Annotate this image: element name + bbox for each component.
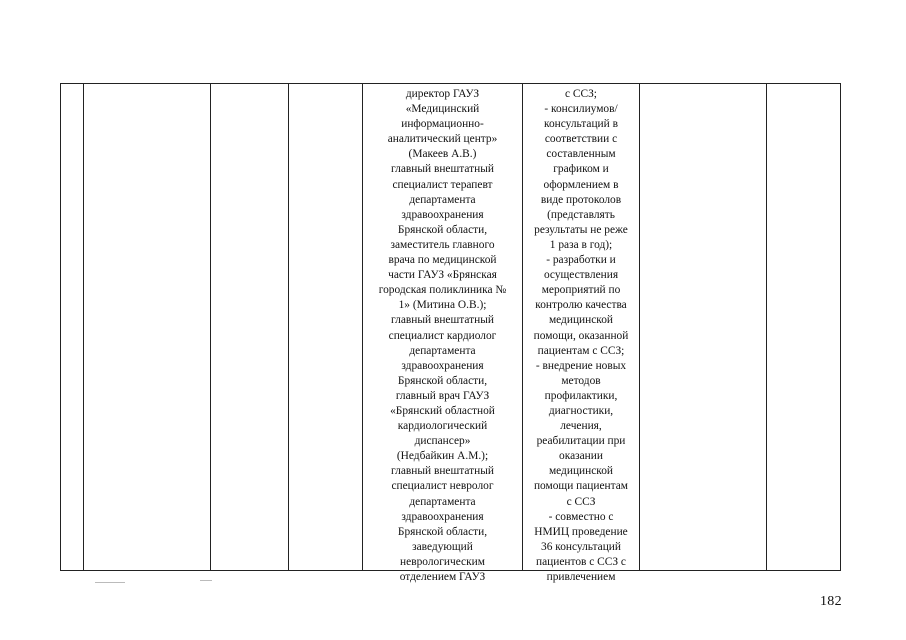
activities-cell (523, 87, 639, 585)
cell-line: медицинской (548, 465, 614, 478)
cell-line: составленным (546, 148, 616, 161)
cell-line: графиком и (553, 163, 609, 176)
cell-line: - совместно с (548, 510, 614, 523)
cell-line: привлечением (546, 571, 616, 583)
cell-line: 1» (Митина О.В.); (398, 299, 487, 312)
column-divider (83, 84, 84, 570)
responsible-persons-cell (363, 87, 522, 585)
cell-line: профилактики, (544, 389, 618, 402)
cell-line: виде протоколов (540, 193, 622, 206)
cell-line: - разработки и (546, 254, 616, 267)
column-divider (210, 84, 211, 570)
cell-line: мероприятий по (541, 284, 621, 297)
cell-line: НМИЦ проведение (534, 525, 628, 538)
cell-line: оформлением в (543, 178, 619, 191)
cell-line: главный внештатный (391, 163, 494, 176)
cell-line: части ГАУЗ «Брянская (388, 269, 497, 282)
cell-line: здравоохранения (401, 208, 484, 221)
cell-line: соответствии с (544, 133, 618, 146)
table (60, 83, 841, 583)
cell-line: главный внештатный (391, 465, 494, 478)
cell-line: городская поликлиника № (378, 284, 507, 297)
cell-line: заместитель главного (390, 238, 495, 251)
cell-line: Брянской области, (397, 223, 488, 236)
cell-line: 1 раза в год); (549, 238, 613, 251)
cell-line: 36 консультаций (541, 540, 621, 553)
cell-line: контролю качества (535, 299, 627, 312)
cell-line: главный врач ГАУЗ (395, 389, 490, 402)
cell-line: «Брянский областной (390, 404, 495, 417)
cell-line: здравоохранения (401, 510, 484, 523)
column-divider (639, 84, 640, 570)
cell-line: специалист невролог (391, 480, 494, 493)
scan-artifact (200, 580, 212, 581)
cell-line: департамента (409, 193, 476, 206)
cell-line: информационно- (401, 118, 484, 131)
cell-line: реабилитации при (536, 435, 626, 448)
cell-line: - внедрение новых (535, 359, 627, 372)
cell-line: специалист кардиолог (388, 329, 497, 342)
cell-line: помощи пациентам (533, 480, 629, 493)
cell-line: (Макеев А.В.) (408, 148, 477, 161)
cell-line: диагностики, (548, 404, 614, 417)
cell-line: методов (561, 374, 601, 387)
page-number: 182 (820, 594, 842, 609)
cell-line: директор ГАУЗ (405, 88, 480, 100)
cell-line: помощи, оказанной (533, 329, 629, 342)
column-divider (766, 84, 767, 570)
cell-line: врача по медицинской (388, 254, 497, 267)
cell-line: - консилиумов/ (544, 103, 618, 116)
cell-line: оказании (559, 450, 603, 463)
cell-line: (Недбайкин А.М.); (396, 450, 489, 463)
cell-line: аналитический центр» (387, 133, 498, 146)
cell-line: главный внештатный (391, 314, 494, 327)
cell-line: с ССЗ (566, 495, 596, 508)
cell-line: с ССЗ; (565, 88, 597, 100)
cell-line: «Медицинский (405, 103, 480, 116)
cell-line: Брянской области, (397, 525, 488, 538)
cell-line: осуществления (543, 269, 619, 282)
cell-line: пациентам с ССЗ; (537, 344, 625, 357)
cell-line: заведующий (412, 540, 473, 553)
cell-line: департамента (409, 495, 476, 508)
scan-artifact (95, 582, 125, 583)
cell-line: отделением ГАУЗ (399, 571, 486, 583)
cell-line: Брянской области, (397, 374, 488, 387)
column-divider (288, 84, 289, 570)
cell-line: результаты не реже (534, 223, 628, 236)
cell-line: здравоохранения (401, 359, 484, 372)
cell-line: пациентов с ССЗ с (536, 555, 626, 568)
cell-line: (представлять (547, 208, 615, 221)
cell-line: диспансер» (414, 435, 471, 448)
cell-line: специалист терапевт (392, 178, 493, 191)
cell-line: кардиологический (397, 420, 488, 433)
cell-line: медицинской (548, 314, 614, 327)
cell-line: неврологическим (400, 555, 485, 568)
cell-line: консультаций в (544, 118, 618, 131)
cell-line: департамента (409, 344, 476, 357)
cell-line: лечения, (560, 420, 602, 433)
